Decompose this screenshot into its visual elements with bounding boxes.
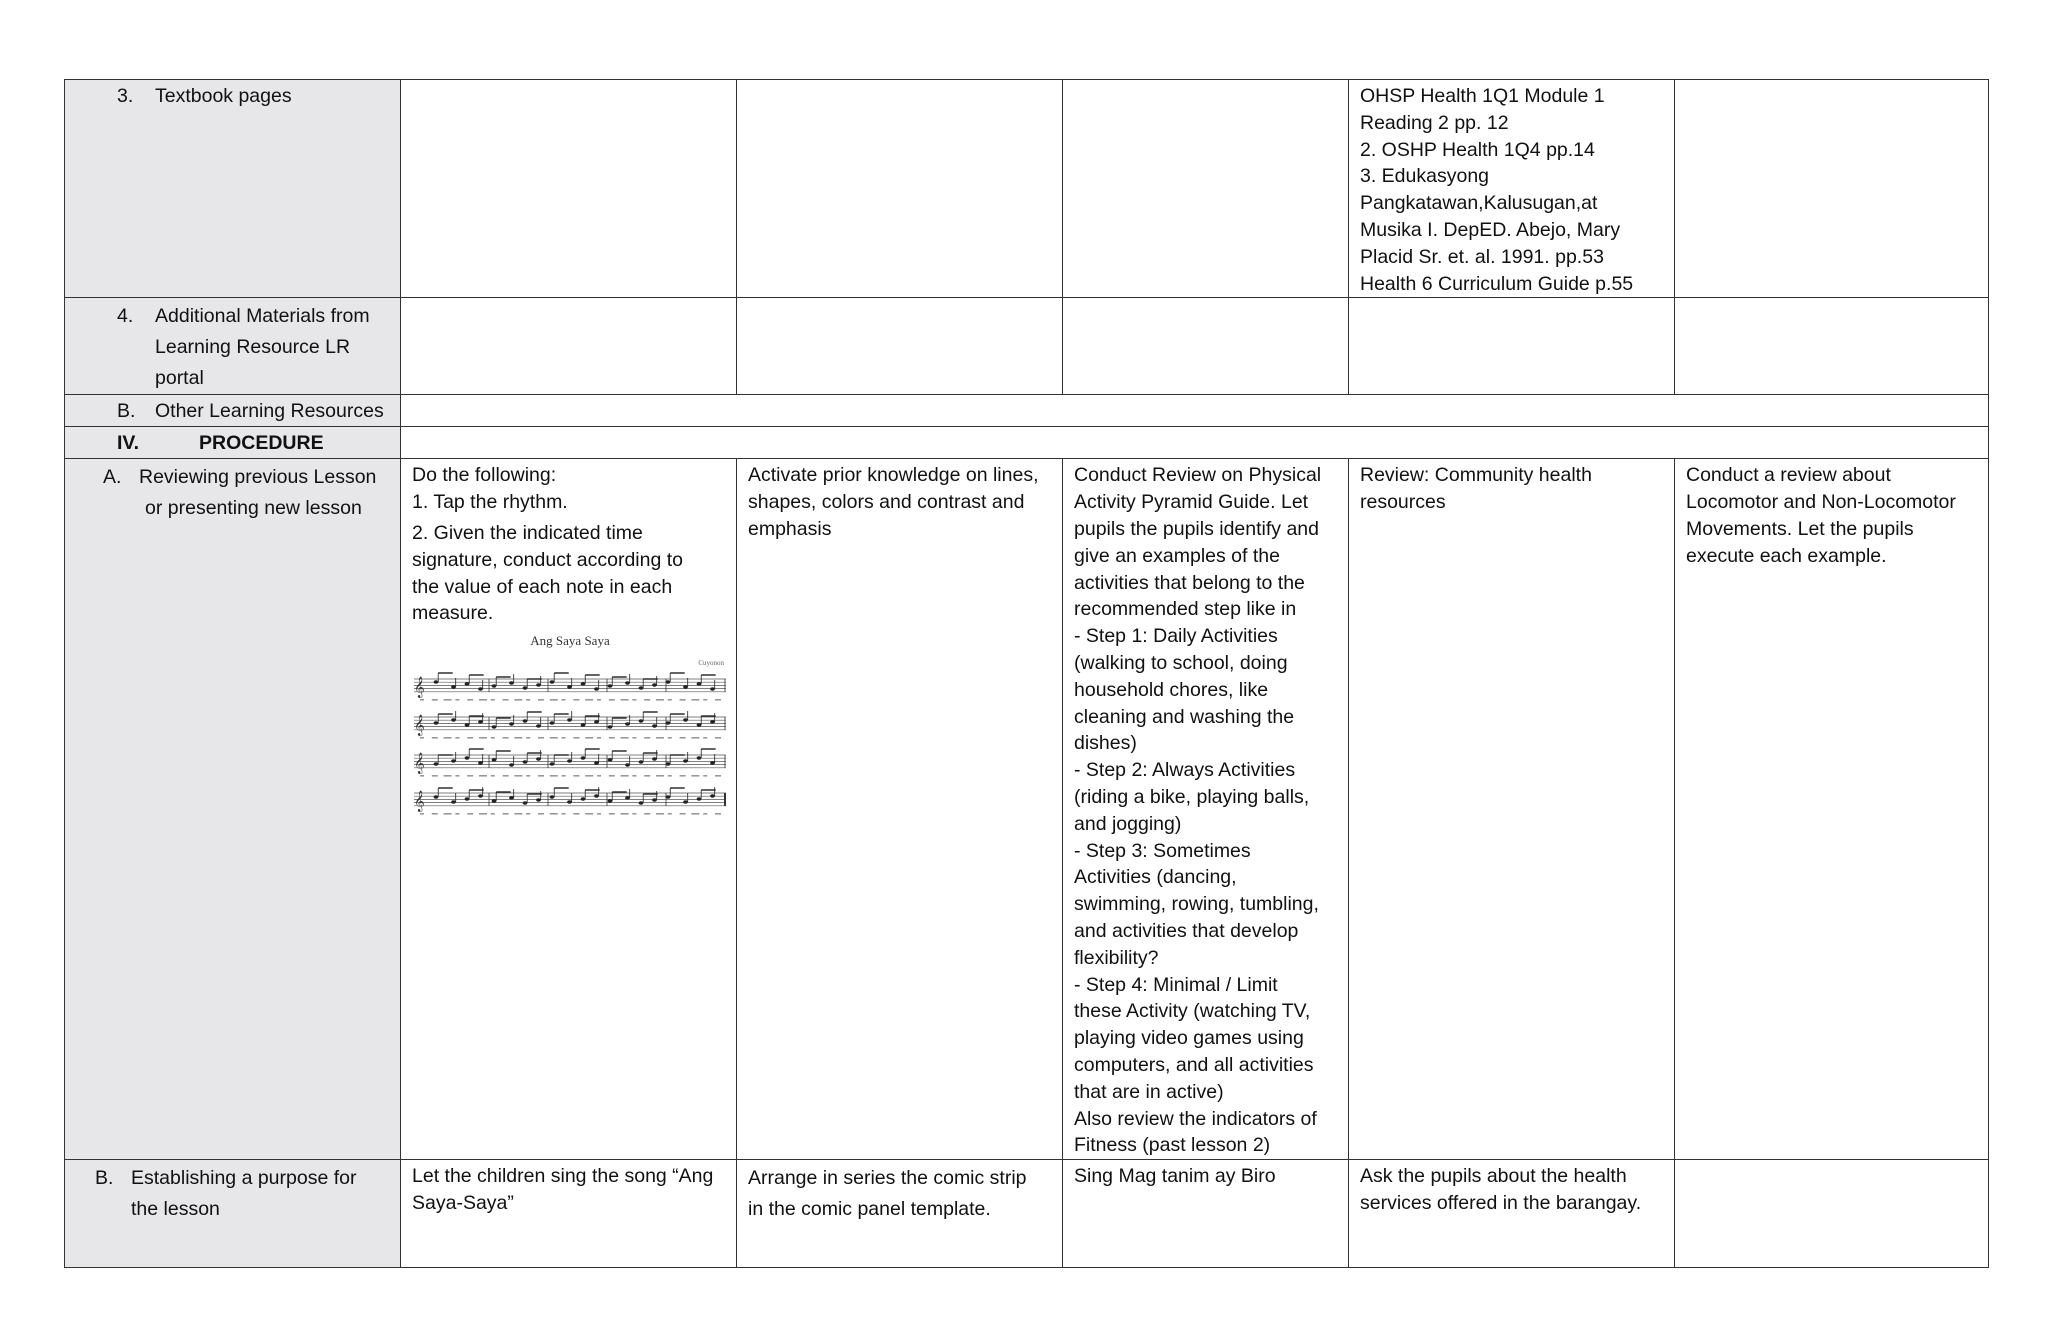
row-additional-materials [65, 298, 1989, 395]
text-line: 2. Given the indicated time [412, 521, 643, 544]
text-line: Saya-Saya” [412, 1191, 514, 1214]
music-staff [414, 673, 726, 701]
text-line: that are in active) [1074, 1080, 1224, 1103]
label-line: portal [155, 367, 204, 390]
text-line: swimming, rowing, tumbling, [1074, 893, 1319, 916]
cell-day4 [1349, 459, 1675, 1160]
sheet-music-score [412, 633, 728, 843]
text-line: flexibility? [1074, 946, 1159, 969]
cell-day2 [737, 298, 1063, 395]
cell-day5 [1675, 80, 1989, 298]
label-text: Textbook pages [155, 85, 292, 107]
cell-day2 [737, 459, 1063, 1160]
staves [414, 673, 726, 815]
lyric-marks [420, 775, 721, 777]
text-line: Reading 2 pp. 12 [1360, 111, 1509, 134]
text-line: Fitness (past lesson 2) [1074, 1134, 1271, 1157]
label-line: Establishing a purpose for [131, 1167, 357, 1190]
text-line: resources [1360, 491, 1446, 514]
text-line: computers, and all activities [1074, 1053, 1314, 1076]
label-procedure [65, 427, 401, 459]
label-establishing-purpose [65, 1160, 401, 1268]
text-block: Activate prior knowledge on lines, shapes, colors and contrast and emphasis [748, 464, 1039, 540]
label-line: or presenting new lesson [145, 497, 362, 520]
cell-merged [401, 395, 1989, 427]
label-number: B. [95, 1167, 114, 1190]
text-line: Conduct Review on Physical [1074, 464, 1322, 487]
text-line: in the comic panel template. [748, 1198, 991, 1221]
label-text: Other Learning Resources [155, 400, 384, 423]
text-line: dishes) [1074, 732, 1137, 755]
text-line: Movements. Let the pupils [1686, 517, 1914, 540]
text-line: - Step 2: Always Activities [1074, 759, 1296, 782]
text-line: Conduct a review about [1686, 464, 1891, 487]
text-line: - Step 3: Sometimes [1074, 839, 1251, 862]
cell-day5 [1675, 1160, 1989, 1268]
text-line: Activity Pyramid Guide. Let [1074, 491, 1309, 514]
text-line: - Step 4: Minimal / Limit [1074, 973, 1278, 996]
cell-day5 [1675, 298, 1989, 395]
song-title: Ang Saya Saya [530, 633, 610, 649]
label-number: B. [117, 400, 136, 423]
label-number: 4. [117, 305, 134, 328]
lyric-marks [420, 737, 721, 739]
music-staff [414, 749, 726, 777]
text-line: Musika I. DepED. Abejo, Mary [1360, 218, 1621, 241]
cell-day4 [1349, 80, 1675, 298]
row-procedure [65, 427, 1989, 459]
label-line: Learning Resource LR [155, 336, 351, 359]
lyric-marks [420, 813, 721, 815]
sheet-music-image [412, 633, 728, 843]
lyric-marks [420, 699, 721, 701]
text-line: 3. Edukasyong [1360, 165, 1490, 188]
text-line: Also review the indicators of [1074, 1107, 1317, 1130]
text-line: activities that belong to the [1074, 571, 1305, 594]
text-line: give an examples of the [1074, 544, 1280, 567]
cell-day3 [1063, 298, 1349, 395]
label-number: A. [103, 466, 122, 489]
text-line: household chores, like [1074, 678, 1269, 701]
text-line: Activities (dancing, [1074, 866, 1237, 889]
label-additional-materials [65, 298, 401, 395]
row-reviewing-previous-lesson [65, 459, 1989, 1160]
song-credit: Cuyonon [698, 659, 724, 668]
text-line: (riding a bike, playing balls, [1074, 785, 1310, 808]
cell-day1 [401, 80, 737, 298]
text-line: these Activity (watching TV, [1074, 1000, 1311, 1023]
text-line: - Step 1: Daily Activities [1074, 625, 1278, 648]
music-staff [414, 787, 726, 815]
text-line: Arrange in series the comic strip [748, 1167, 1027, 1190]
label-reviewing-previous-lesson [65, 459, 401, 1160]
cell-day2 [737, 1160, 1063, 1268]
text-line: 2. OSHP Health 1Q4 pp.14 [1360, 138, 1595, 161]
cell-day3 [1063, 1160, 1349, 1268]
row-establishing-purpose [65, 1160, 1989, 1268]
text-line: playing video games using [1074, 1027, 1304, 1050]
label-number: 3. [117, 85, 134, 107]
cell-day4 [1349, 298, 1675, 395]
music-staff [414, 711, 726, 739]
cell-day1 [401, 459, 737, 1160]
text-line: signature, conduct according to [412, 548, 684, 571]
text-line: measure. [412, 602, 494, 625]
text-line: and activities that develop [1074, 919, 1299, 942]
text-line: Do the following: [412, 464, 557, 487]
text-line: Placid Sr. et. al. 1991. pp.53 [1360, 245, 1604, 268]
cell-day4 [1349, 1160, 1675, 1268]
cell-merged [401, 427, 1989, 459]
label-other-learning-resources [65, 395, 401, 427]
text-line: Ask the pupils about the health [1360, 1165, 1627, 1188]
text-line: Locomotor and Non-Locomotor [1686, 491, 1956, 514]
label-text: PROCEDURE [199, 432, 324, 455]
lesson-plan-page [64, 79, 1988, 1268]
label-number: IV. [117, 432, 140, 455]
text-line: cleaning and washing the [1074, 705, 1295, 728]
label-textbook-pages [65, 80, 401, 298]
cell-day3 [1063, 80, 1349, 298]
svg-text:𝄞: 𝄞 [414, 677, 425, 699]
cell-day5 [1675, 459, 1989, 1160]
row-textbook-pages [65, 80, 1989, 298]
text-line: OHSP Health 1Q1 Module 1 [1360, 85, 1605, 107]
row-other-learning-resources [65, 395, 1989, 427]
text-line: Pangkatawan,Kalusugan,at [1360, 192, 1598, 215]
label-line: Reviewing previous Lesson [139, 466, 377, 489]
text-line: 1. Tap the rhythm. [412, 491, 568, 514]
svg-text:𝄞: 𝄞 [414, 715, 425, 737]
svg-text:𝄞: 𝄞 [414, 791, 425, 813]
text-line: the value of each note in each [412, 575, 673, 598]
lesson-plan-table [64, 79, 1989, 1268]
text-line: Let the children sing the song “Ang [412, 1165, 714, 1188]
text-line: recommended step like in [1074, 598, 1297, 621]
cell-day1 [401, 1160, 737, 1268]
text-line: Review: Community health [1360, 464, 1592, 487]
svg-text:𝄞: 𝄞 [414, 753, 425, 775]
text-line: execute each example. [1686, 544, 1887, 567]
cell-day1 [401, 298, 737, 395]
text-line: pupils the pupils identify and [1074, 517, 1319, 540]
cell-day3 [1063, 459, 1349, 1160]
text-line: (walking to school, doing [1074, 651, 1288, 674]
cell-day2 [737, 80, 1063, 298]
label-line: Additional Materials from [155, 305, 370, 328]
text-line: services offered in the barangay. [1360, 1191, 1642, 1214]
text-line: Health 6 Curriculum Guide p.55 [1360, 272, 1634, 295]
label-line: the lesson [131, 1198, 220, 1221]
text-line: and jogging) [1074, 812, 1182, 835]
text-line: Sing Mag tanim ay Biro [1074, 1165, 1276, 1188]
